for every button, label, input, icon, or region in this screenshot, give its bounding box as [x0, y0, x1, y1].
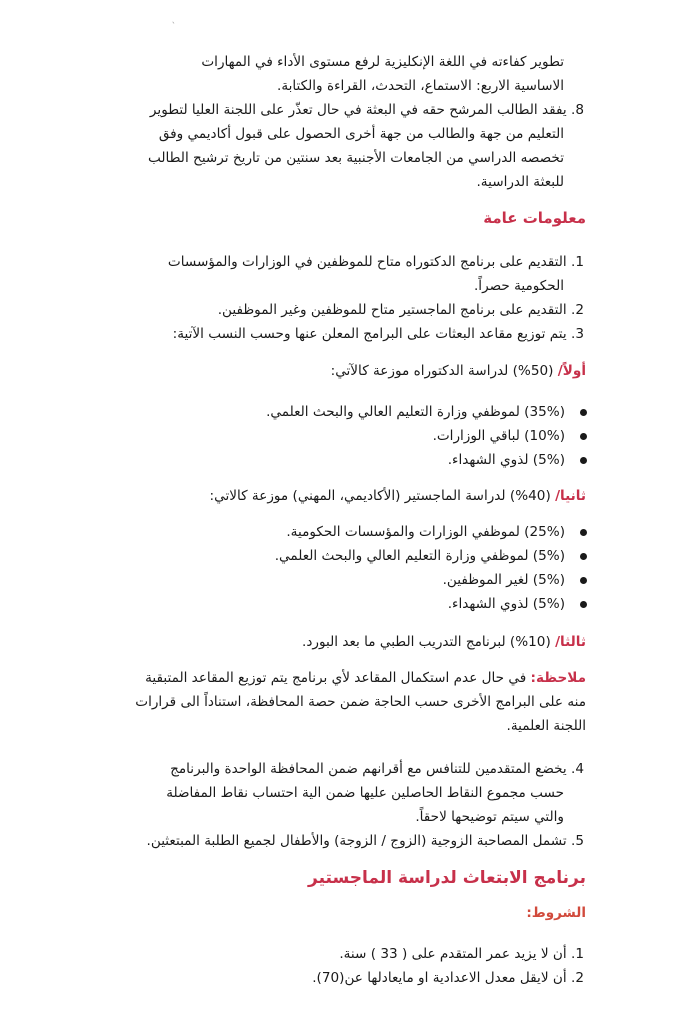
second-bullet-1: (25%) لموظفي الوزارات والمؤسسات الحكومية. — [71, 520, 591, 544]
condition-2-text: أن لايقل معدل الاعدادية او مايعادلها عن(70). — [312, 970, 567, 986]
note-line-3: اللجنة العلمية. — [506, 718, 586, 734]
condition-1-number: 1. — [571, 946, 584, 962]
first-section-title — [66, 359, 586, 383]
program-heading: برنامج الابتعاث لدراسة الماجستير — [308, 868, 586, 888]
first-bullet-1: (35%) لموظفي وزارة التعليم العالي والبحث العلمي. — [71, 400, 591, 424]
intro-paragraph — [64, 50, 584, 98]
second-text: (40%) لدراسة الماجستير (الأكاديمي، المهني) موزعة كالاتي: — [209, 488, 556, 504]
note-label: ملاحظة: — [530, 670, 586, 686]
general-item-1-line-2: الحكومية حصراً. — [473, 278, 564, 294]
first-label: أولاً/ — [557, 363, 586, 379]
item-8-line-1: يفقد الطالب المرشح حقه في البعثة في حال تعذّر على اللجنة العليا لتطوير — [149, 102, 567, 118]
first-bullet-2: (10%) لباقي الوزارات. — [71, 424, 591, 448]
second-bullet-2: (5%) لموظفي وزارة التعليم العالي والبحث العلمي. — [71, 544, 591, 568]
note-line-1: في حال عدم استكمال المقاعد لأي برنامج يتم توزيع المقاعد المتبقية — [145, 670, 531, 686]
item-4-number: 4. — [571, 761, 584, 777]
item-8-line-2: التعليم من جهة والطالب من جهة أخرى الحصول على قبول أكاديمي وفق — [158, 126, 564, 142]
item-5-number: 5. — [571, 833, 584, 849]
item-8-line-4: للبعثة الدراسية. — [476, 174, 564, 190]
item-8 — [64, 98, 584, 194]
item-8-line-3: تخصصه الدراسي من الجامعات الأجنبية بعد سنتين من تاريخ ترشيح الطالب — [148, 150, 564, 166]
conditions-heading: الشروط: — [526, 905, 586, 921]
note-line-2: منه على البرامج الأخرى حسب الحاجة ضمن حصة المحافظة، استناداً الى قرارات — [135, 694, 586, 710]
second-section-title — [66, 484, 586, 508]
intro-line-2: الاساسية الاربع: الاستماع، التحدث، القراءة والكتابة. — [277, 78, 564, 94]
first-bullet-3: (5%) لذوي الشهداء. — [71, 448, 591, 472]
scan-speck: ˋ — [171, 22, 176, 32]
general-item-3-line-1: يتم توزيع مقاعد البعثات على البرامج المعلن عنها وحسب النسب الآتية: — [172, 326, 567, 342]
general-item-1-number: 1. — [571, 254, 584, 270]
second-label: ثانيا/ — [555, 488, 586, 504]
intro-line-1: تطوير كفاءته في اللغة الإنكليزية لرفع مستوى الأداء في المهارات — [201, 54, 564, 70]
item-4-line-2: حسب مجموع النقاط الحاصلين عليها ضمن الية احتساب نقاط المفاضلة — [166, 785, 564, 801]
general-info-heading: معلومات عامة — [483, 209, 586, 227]
general-item-1-line-1: التقديم على برنامج الدكتوراه متاح للموظفين في الوزارات والمؤسسات — [167, 254, 567, 270]
conditions-list — [64, 942, 584, 990]
general-item-3-number: 3. — [571, 326, 584, 342]
first-bullets — [71, 400, 591, 472]
item-8-number: 8. — [571, 102, 584, 118]
first-text: (50%) لدراسة الدكتوراه موزعة كالآتي: — [330, 363, 558, 379]
item-4-line-1: يخضع المتقدمين للتنافس مع أقرانهم ضمن المحافظة الواحدة والبرنامج — [170, 761, 567, 777]
note-paragraph — [66, 666, 586, 738]
general-item-2-number: 2. — [571, 302, 584, 318]
condition-2-number: 2. — [571, 970, 584, 986]
second-bullets — [71, 520, 591, 616]
third-text: (10%) لبرنامج التدريب الطبي ما بعد البورد. — [302, 634, 556, 650]
general-list — [64, 250, 584, 346]
second-bullet-4: (5%) لذوي الشهداء. — [71, 592, 591, 616]
condition-1-text: أن لا يزيد عمر المتقدم على ( 33 ) سنة. — [339, 946, 567, 962]
more-list — [64, 757, 584, 853]
third-label: ثالثا/ — [555, 634, 586, 650]
item-5-line-1: تشمل المصاحبة الزوجية (الزوج / الزوجة) والأطفال لجميع الطلبة المبتعثين. — [146, 833, 567, 849]
second-bullet-3: (5%) لغير الموظفين. — [71, 568, 591, 592]
third-section-title — [66, 630, 586, 654]
item-4-line-3: والتي سيتم توضيحها لاحقاً. — [415, 809, 564, 825]
general-item-2-line-1: التقديم على برنامج الماجستير متاح للموظفين وغير الموظفين. — [217, 302, 567, 318]
